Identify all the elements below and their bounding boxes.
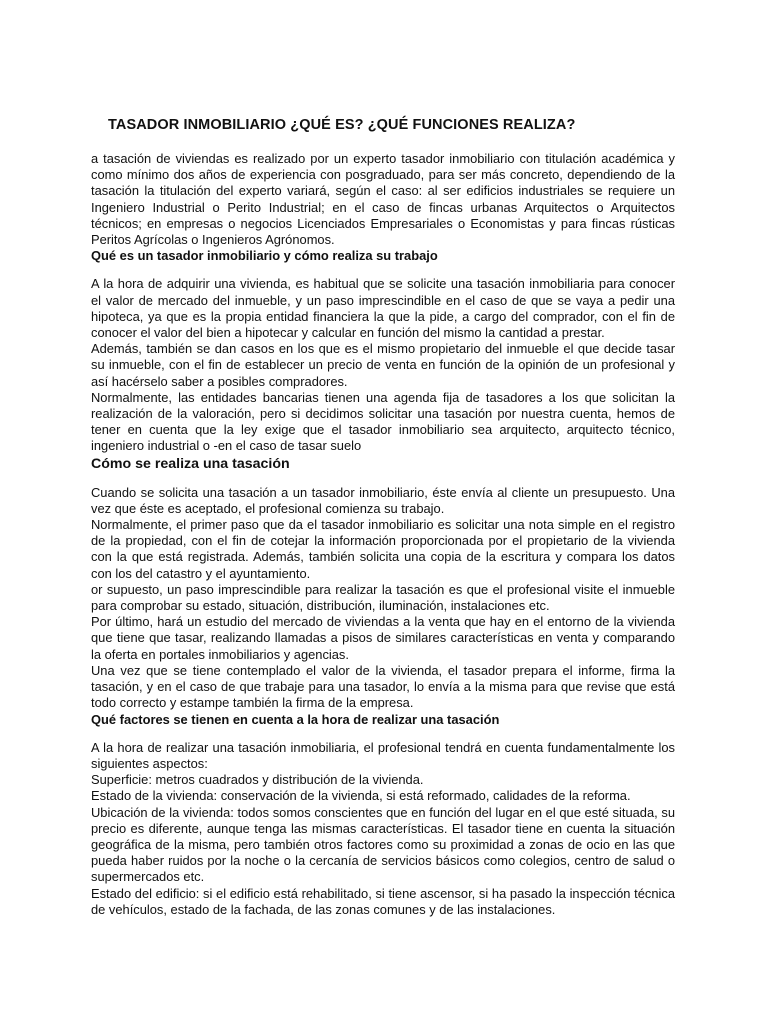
section-1-paragraph-3: Normalmente, las entidades bancarias tienen una agenda fija de tasadores a los que solicitan la realización de la valoración, pero si decidimos solicitar una tasación por nuestra cuenta, hemos de tener en cuenta que la ley exige que el tasador inmobiliario sea arquitecto, arquitecto técnico, ingeniero industrial o -en el caso de tasar suelo xyxy=(91,389,675,454)
section-2-paragraph-5: Una vez que se tiene contemplado el valor de la vivienda, el tasador prepara el informe, firma la tasación, y en el caso de que trabaje para una tasador, lo envía a la misma para que revise que está todo correcto y estampe también la firma de la empresa. xyxy=(91,662,675,711)
section-heading-como-se-realiza: Cómo se realiza una tasación xyxy=(91,455,290,472)
section-heading-que-es: Qué es un tasador inmobiliario y cómo realiza su trabajo xyxy=(91,248,438,264)
section-3-paragraph-5: Estado del edificio: si el edificio está rehabilitado, si tiene ascensor, si ha pasado la inspección técnica de vehículos, estado de la fachada, de las zonas comunes y de las instalaciones. xyxy=(91,885,675,917)
section-3-paragraph-1: A la hora de realizar una tasación inmobiliaria, el profesional tendrá en cuenta fundamentalmente los siguientes aspectos: xyxy=(91,739,675,771)
section-2-paragraph-4: Por último, hará un estudio del mercado de viviendas a la venta que hay en el entorno de la vivienda que tiene que tasar, realizando llamadas a pisos de similares características en venta y comparando la oferta en portales inmobiliarios y agencias. xyxy=(91,614,675,662)
section-2-paragraph-3: or supuesto, un paso imprescindible para realizar la tasación es que el profesional visite el inmueble para comprobar su estado, situación, distribución, iluminación, instalaciones etc. xyxy=(91,581,675,614)
section-2-paragraph-1: Cuando se solicita una tasación a un tasador inmobiliario, éste envía al cliente un presupuesto. Una vez que éste es aceptado, el profesional comienza su trabajo. xyxy=(91,484,675,516)
section-3-paragraph-4: Ubicación de la vivienda: todos somos conscientes que en función del lugar en el que esté situada, su precio es diferente, aunque tenga las mismas características. El tasador tiene en cuenta la situación geográfica de la misma, pero también otros factores como su proximidad a zonas de ocio en las que pueda haber ruidos por la noche o la cercanía de servicios básicos como colegios, centro de salud o supermercados etc. xyxy=(91,804,675,885)
section-1-paragraph-1: A la hora de adquirir una vivienda, es habitual que se solicite una tasación inmobiliaria para conocer el valor de mercado del inmueble, y un paso imprescindible en el caso de que se vaya a pedir una hipoteca, ya que es la propia entidad financiera la que la pide, a cargo del comprador, con el fin de conocer el valor del bien a hipotecar y calcular en función del mismo la cantidad a prestar. xyxy=(91,276,675,341)
section-3-paragraph-3: Estado de la vivienda: conservación de la vivienda, si está reformado, calidades de la reforma. xyxy=(91,788,631,804)
section-1-paragraph-2: Además, también se dan casos en los que es el mismo propietario del inmueble el que decide tasar su inmueble, con el fin de establecer un precio de venta en función de la opinión de un profesional y así hacérselo saber a posibles compradores. xyxy=(91,341,675,389)
section-heading-factores: Qué factores se tienen en cuenta a la hora de realizar una tasación xyxy=(91,711,500,727)
section-2-paragraph-2: Normalmente, el primer paso que da el tasador inmobiliario es solicitar una nota simple en el registro de la propiedad, con el fin de cotejar la información proporcionada por el propietario de la vivienda con la que está registrada. Además, también solicita una copia de la escritura y compara los datos con los del catastro y el ayuntamiento. xyxy=(91,517,675,581)
intro-paragraph: a tasación de viviendas es realizado por un experto tasador inmobiliario con titulación académica y como mínimo dos años de experiencia con posgraduado, para ser más concreto, dependiendo de la tasación la titulación del experto variará, según el caso: al ser edificios industriales se requiere un Ingeniero Industrial o Perito Industrial; en el caso de fincas urbanas Arquitectos o Arquitectos técnicos; en empresas o negocios Licenciados Empresariales o Economistas y para fincas rústicas Peritos Agrícolas o Ingenieros Agrónomos. xyxy=(91,151,675,248)
document-title: TASADOR INMOBILIARIO ¿QUÉ ES? ¿QUÉ FUNCIONES REALIZA? xyxy=(108,117,576,133)
document-body xyxy=(91,115,675,918)
section-3-paragraph-2: Superficie: metros cuadrados y distribución de la vivienda. xyxy=(91,772,424,788)
